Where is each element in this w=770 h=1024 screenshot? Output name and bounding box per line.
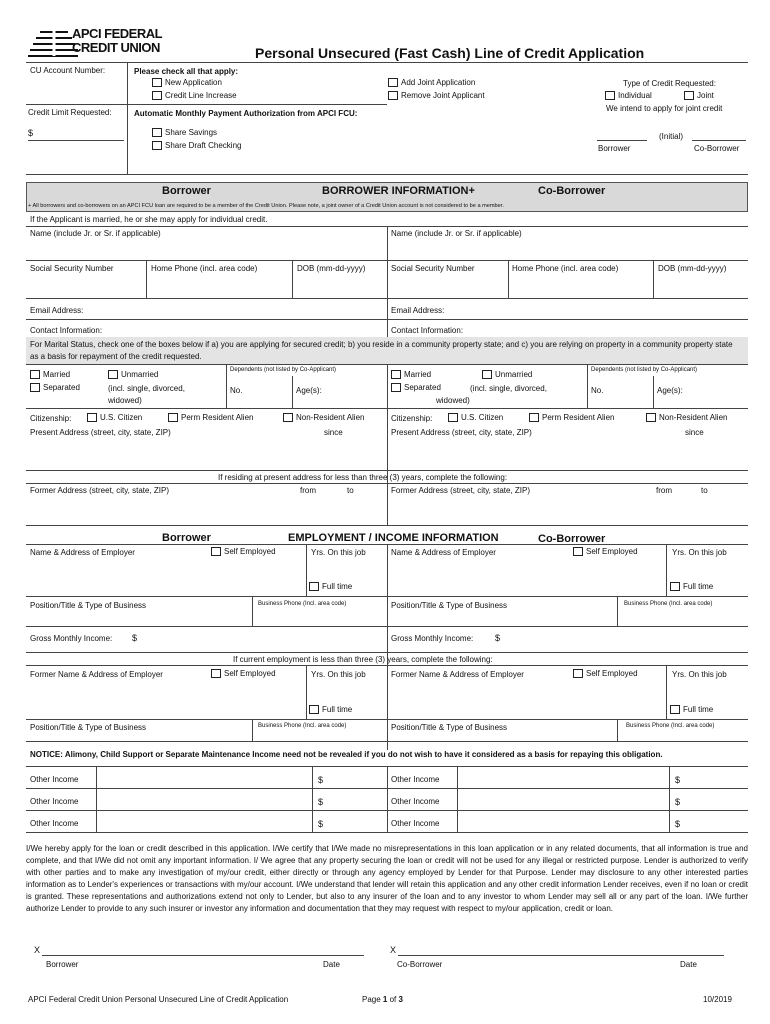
page-title: Personal Unsecured (Fast Cash) Line of Credit Application: [255, 45, 645, 61]
current-employment-note: If current employment is less than three (3) years, complete the following:: [233, 655, 493, 664]
borrower-unmarried-checkbox[interactable]: Unmarried: [108, 370, 158, 379]
co-borrower-other-income-3: Other Income: [391, 819, 440, 828]
checkbox-icon[interactable]: [30, 370, 40, 379]
member-footnote: + All borrowers and co-borrowers on an APCI FCU loan are required to be a member of the Credit Union. Please note, a joint owner of a Credit Union account is not considered to be a member.: [28, 203, 504, 209]
share-draft-checkbox[interactable]: Share Draft Checking: [152, 141, 241, 150]
checkbox-icon[interactable]: [482, 370, 492, 379]
co-borrower-widowed: widowed): [436, 396, 470, 405]
borrower-other-income-1: Other Income: [30, 775, 79, 784]
borrower-other-income-dollar-3: $: [318, 819, 324, 829]
co-borrower-signature-x: X: [390, 945, 397, 955]
employment-heading: EMPLOYMENT / INCOME INFORMATION: [288, 532, 499, 544]
emp-co-borrower-heading: Co-Borrower: [538, 533, 606, 545]
co-borrower-dependents-no: No.: [591, 386, 604, 395]
checkbox-icon[interactable]: [309, 582, 319, 591]
co-borrower-gross-income-label: Gross Monthly Income:: [391, 634, 474, 643]
borrower-name-label: Name (include Jr. or Sr. if applicable): [30, 229, 161, 238]
co-borrower-former-employer-label: Former Name & Address of Employer: [391, 670, 524, 679]
checkbox-icon[interactable]: [152, 91, 162, 100]
borrower-to-label: to: [347, 486, 354, 495]
checkbox-icon[interactable]: [309, 705, 319, 714]
intend-joint-label: We intend to apply for joint credit: [606, 104, 723, 113]
co-borrower-business-phone-label: Business Phone (Incl. area code): [624, 601, 713, 607]
checkbox-icon[interactable]: [391, 370, 401, 379]
checkbox-icon[interactable]: [30, 383, 40, 392]
borrower-present-address-label: Present Address (street, city, state, ZIP): [30, 428, 171, 437]
credit-limit-dollar: $: [28, 128, 34, 138]
co-borrower-other-income-2: Other Income: [391, 797, 440, 806]
co-borrower-contact-label: Contact Information:: [391, 326, 464, 335]
co-borrower-former-full-time-checkbox[interactable]: Full time: [670, 705, 713, 714]
borrower-full-time-checkbox[interactable]: Full time: [309, 582, 352, 591]
borrower-phone-label: Home Phone (incl. area code): [151, 264, 258, 273]
co-borrower-employer-label: Name & Address of Employer: [391, 548, 496, 557]
borrower-separated-checkbox[interactable]: Separated: [30, 383, 80, 392]
borrower-former-full-time-checkbox[interactable]: Full time: [309, 705, 352, 714]
borrower-ages-label: Age(s):: [296, 386, 322, 395]
co-borrower-us-citizen-checkbox[interactable]: U.S. Citizen: [448, 413, 503, 422]
co-borrower-former-business-phone-label: Business Phone (Incl. area code): [626, 723, 715, 729]
borrower-signature-x: X: [34, 945, 41, 955]
checkbox-icon[interactable]: [391, 383, 401, 392]
borrower-since-label: since: [324, 428, 343, 437]
co-borrower-married-checkbox[interactable]: Married: [391, 370, 431, 379]
borrower-other-income-dollar-1: $: [318, 775, 324, 785]
co-borrower-to-label: to: [701, 486, 708, 495]
borrower-dependents-label: Dependents (not listed by Co-Applicant): [230, 367, 337, 373]
borrower-signature-label: Borrower: [46, 960, 79, 969]
checkbox-icon[interactable]: [211, 669, 221, 678]
footer-title: APCI Federal Credit Union Personal Unsecured Line of Credit Application: [28, 995, 289, 1004]
individual-checkbox[interactable]: Individual: [605, 91, 652, 100]
borrower-date-label: Date: [323, 960, 340, 969]
borrower-contact-label: Contact Information:: [30, 326, 103, 335]
co-borrower-self-employed-checkbox[interactable]: Self Employed: [573, 547, 638, 556]
co-borrower-other-income-dollar-1: $: [675, 775, 681, 785]
borrower-married-checkbox[interactable]: Married: [30, 370, 70, 379]
co-borrower-unmarried-checkbox[interactable]: Unmarried: [482, 370, 532, 379]
borrower-info-heading: BORROWER INFORMATION+: [322, 185, 475, 197]
co-borrower-incl-single: (incl. single, divorced,: [470, 384, 547, 393]
co-borrower-perm-alien-checkbox[interactable]: Perm Resident Alien: [529, 413, 614, 422]
co-borrower-former-yrs-job-label: Yrs. On this job: [672, 670, 727, 679]
co-borrower-heading: Co-Borrower: [538, 185, 606, 197]
borrower-citizenship-label: Citizenship:: [30, 414, 72, 423]
borrower-dependents-no: No.: [230, 386, 243, 395]
borrower-dob-label: DOB (mm-dd-yyyy): [297, 264, 366, 273]
borrower-ssn-label: Social Security Number: [30, 264, 114, 273]
co-borrower-citizenship-label: Citizenship:: [391, 414, 433, 423]
borrower-former-address-label: Former Address (street, city, state, ZIP): [30, 486, 169, 495]
footer-page: Page 1 of 3: [362, 995, 403, 1004]
co-borrower-ages-label: Age(s):: [657, 386, 683, 395]
checkbox-icon[interactable]: [152, 141, 162, 150]
borrower-employer-label: Name & Address of Employer: [30, 548, 135, 557]
checkbox-icon[interactable]: [670, 582, 680, 591]
borrower-widowed: widowed): [108, 396, 142, 405]
checkbox-icon[interactable]: [168, 413, 178, 422]
co-borrower-phone-label: Home Phone (incl. area code): [512, 264, 619, 273]
borrower-former-self-employed-checkbox[interactable]: Self Employed: [211, 669, 276, 678]
logo: [28, 20, 188, 60]
residing-note: If residing at present address for less than three (3) years, complete the following:: [218, 473, 508, 482]
checkbox-icon[interactable]: [670, 705, 680, 714]
checkbox-icon[interactable]: [388, 91, 398, 100]
borrower-heading: Borrower: [162, 185, 211, 197]
checkbox-icon[interactable]: [605, 91, 615, 100]
footer-date: 10/2019: [703, 995, 732, 1004]
married-note: If the Applicant is married, he or she may apply for individual credit.: [30, 215, 268, 224]
co-borrower-since-label: since: [685, 428, 704, 437]
borrower-former-business-phone-label: Business Phone (Incl. area code): [258, 723, 347, 729]
checkbox-icon[interactable]: [152, 78, 162, 87]
borrower-non-resident-checkbox[interactable]: Non-Resident Alien: [283, 413, 364, 422]
borrower-perm-alien-checkbox[interactable]: Perm Resident Alien: [168, 413, 253, 422]
share-savings-checkbox[interactable]: Share Savings: [152, 128, 217, 137]
checkbox-icon[interactable]: [684, 91, 694, 100]
checkbox-icon[interactable]: [529, 413, 539, 422]
cu-account-label: CU Account Number:: [30, 66, 106, 75]
co-borrower-signature-label: Co-Borrower: [397, 960, 443, 969]
borrower-other-income-3: Other Income: [30, 819, 79, 828]
checkbox-icon[interactable]: [152, 128, 162, 137]
co-borrower-present-address-label: Present Address (street, city, state, ZIP): [391, 428, 532, 437]
co-borrower-gross-income-dollar: $: [495, 633, 501, 643]
checkbox-icon[interactable]: [573, 669, 583, 678]
credit-limit-label: Credit Limit Requested:: [28, 108, 112, 117]
co-borrower-yrs-job-label: Yrs. On this job: [672, 548, 727, 557]
borrower-other-income-2: Other Income: [30, 797, 79, 806]
logo-line1: APCI FEDERAL: [72, 26, 163, 41]
joint-checkbox[interactable]: Joint: [684, 91, 714, 100]
initial-borrower-label: Borrower: [598, 144, 631, 153]
co-borrower-email-label: Email Address:: [391, 306, 445, 315]
co-borrower-date-label: Date: [680, 960, 697, 969]
checkbox-icon[interactable]: [388, 78, 398, 87]
co-borrower-full-time-checkbox[interactable]: Full time: [670, 582, 713, 591]
borrower-gross-income-label: Gross Monthly Income:: [30, 634, 113, 643]
alimony-notice: NOTICE: Alimony, Child Support or Separate Maintenance Income need not be revealed if you do not wish to have it considered as a basis for repaying this obligation.: [30, 750, 663, 759]
checkbox-icon[interactable]: [646, 413, 656, 422]
co-borrower-ssn-label: Social Security Number: [391, 264, 475, 273]
co-borrower-dob-label: DOB (mm-dd-yyyy): [658, 264, 727, 273]
borrower-other-income-dollar-2: $: [318, 797, 324, 807]
co-borrower-former-position-label: Position/Title & Type of Business: [391, 723, 508, 732]
borrower-position-label: Position/Title & Type of Business: [30, 601, 147, 610]
initial-label: (Initial): [659, 132, 684, 141]
add-joint-checkbox[interactable]: Add Joint Application: [388, 78, 475, 87]
certification-paragraph: I/We hereby apply for the loan or credit described in this application. I/We certify that I/We made no misrepresentations in this loan application or in any related documents, that all information is true and complete, and that I/We did not omit any important information. I/ We agree that any property securing the loan or credit will not be used for any illegal or restricted purpose. Lender is authorized to verify with other parties and to make any investigation of my/our credit, either directly or through any agency employed by Lender for that Purpose. Lender may disclosure to any other interested parties information as to Lender's experiences or transactions with my/our account. I/We understand that lender will retain this application and any other credit information Lender receives, even if no loan or credit is granted. These representations and authorizations extend not only to Lender, but also to any insurer of the loan and to any investor to whom Lender may sell all or any part of the loan. I/We further authorize Lender to provide to any such insurer or investor any information and documentation that they may request with respect to my/our application, credit or loan.: [26, 844, 748, 913]
logo-line2: CREDIT UNION: [72, 40, 160, 55]
co-borrower-other-income-1: Other Income: [391, 775, 440, 784]
co-borrower-former-self-employed-checkbox[interactable]: Self Employed: [573, 669, 638, 678]
co-borrower-former-address-label: Former Address (street, city, state, ZIP): [391, 486, 530, 495]
borrower-from-label: from: [300, 486, 316, 495]
co-borrower-name-label: Name (include Jr. or Sr. if applicable): [391, 229, 522, 238]
auto-payment-label: Automatic Monthly Payment Authorization from APCI FCU:: [134, 109, 358, 118]
checkbox-icon[interactable]: [211, 547, 221, 556]
checkbox-icon[interactable]: [448, 413, 458, 422]
borrower-business-phone-label: Business Phone (Incl. area code): [258, 601, 347, 607]
checkbox-icon[interactable]: [283, 413, 293, 422]
co-borrower-other-income-dollar-3: $: [675, 819, 681, 829]
co-borrower-from-label: from: [656, 486, 672, 495]
borrower-incl-single: (incl. single, divorced,: [108, 384, 185, 393]
borrower-email-label: Email Address:: [30, 306, 84, 315]
credit-line-increase-checkbox[interactable]: Credit Line Increase: [152, 91, 237, 100]
borrower-us-citizen-checkbox[interactable]: U.S. Citizen: [87, 413, 142, 422]
borrower-gross-income-dollar: $: [132, 633, 138, 643]
remove-joint-checkbox[interactable]: Remove Joint Applicant: [388, 91, 485, 100]
logo-mark-icon: [28, 20, 78, 58]
co-borrower-non-resident-checkbox[interactable]: Non-Resident Alien: [646, 413, 727, 422]
emp-borrower-heading: Borrower: [162, 532, 211, 544]
marital-note: For Marital Status, check one of the boxes below if a) you are applying for secured credit; b) you reside in a community property state; and c) you are relying on property in a community property state as a basis for repayment of the credit requested.: [30, 340, 733, 361]
borrower-former-yrs-job-label: Yrs. On this job: [311, 670, 366, 679]
new-application-checkbox[interactable]: New Application: [152, 78, 222, 87]
co-borrower-other-income-dollar-2: $: [675, 797, 681, 807]
borrower-former-position-label: Position/Title & Type of Business: [30, 723, 147, 732]
co-borrower-separated-checkbox[interactable]: Separated: [391, 383, 441, 392]
initial-co-borrower-label: Co-Borrower: [694, 144, 740, 153]
check-all-label: Please check all that apply:: [134, 67, 239, 76]
borrower-self-employed-checkbox[interactable]: Self Employed: [211, 547, 276, 556]
borrower-former-employer-label: Former Name & Address of Employer: [30, 670, 163, 679]
checkbox-icon[interactable]: [87, 413, 97, 422]
co-borrower-dependents-label: Dependents (not listed by Co-Applicant): [591, 367, 698, 373]
checkbox-icon[interactable]: [108, 370, 118, 379]
borrower-yrs-job-label: Yrs. On this job: [311, 548, 366, 557]
type-requested-label: Type of Credit Requested:: [623, 79, 716, 88]
co-borrower-position-label: Position/Title & Type of Business: [391, 601, 508, 610]
checkbox-icon[interactable]: [573, 547, 583, 556]
